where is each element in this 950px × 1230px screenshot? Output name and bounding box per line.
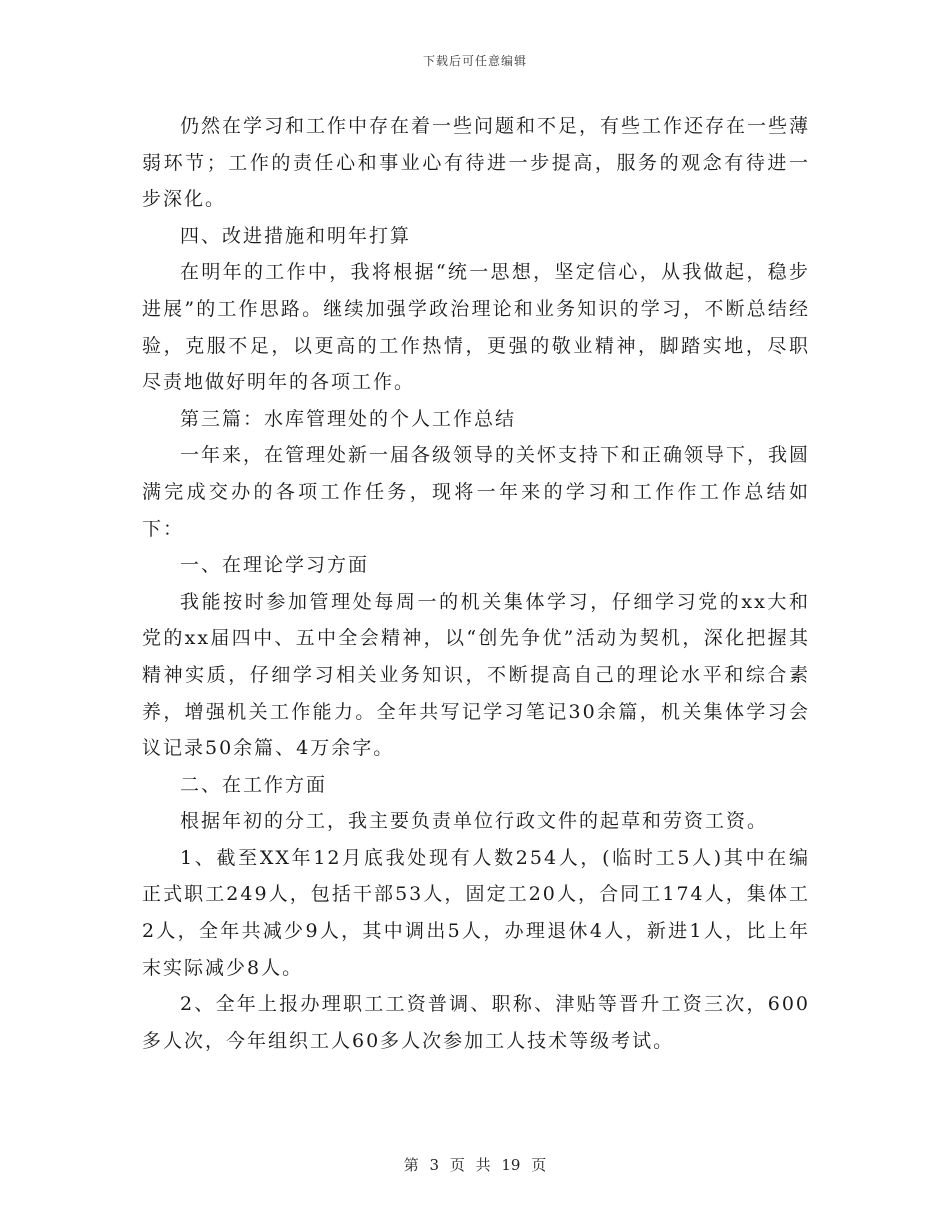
section-heading: 四、改进措施和明年打算 bbox=[180, 224, 412, 247]
paragraph: 一年来，在管理处新一届各级领导的关怀支持下和正确领导下，我圆满完成交办的各项工作任务，现将一年来的学习和工作作工作总结如下： bbox=[142, 444, 811, 540]
page-header-note: 下载后可任意编辑 bbox=[422, 54, 527, 68]
section-heading: 二、在工作方面 bbox=[180, 773, 328, 796]
section-heading: 第三篇：水库管理处的个人工作总结 bbox=[180, 407, 517, 430]
document-body bbox=[142, 108, 810, 1059]
paragraph: 1、截至XX年12月底我处现有人数254人，(临时工5人)其中在编正式职工249人，包括干部53人，固定工20人，合同工174人，集体工2人，全年共减少9人，其中调出5人，办理退休4人，新进1人，比上年末实际减少8人。 bbox=[142, 846, 810, 979]
paragraph: 根据年初的分工，我主要负责单位行政文件的起草和劳资工资。 bbox=[180, 810, 769, 833]
paragraph: 2、全年上报办理职工工资普调、职称、津贴等晋升工资三次，600多人次，今年组织工人60多人次参加工人技术等级考试。 bbox=[142, 993, 810, 1052]
paragraph: 在明年的工作中，我将根据“统一思想，坚定信心，从我做起，稳步进展”的工作思路。继续加强学政治理论和业务知识的学习，不断总结经验，克服不足，以更高的工作热情，更强的敬业精神，脚踏实地，尽职尽责地做好明年的各项工作。 bbox=[142, 261, 810, 394]
paragraph: 仍然在学习和工作中存在着一些问题和不足，有些工作还存在一些薄弱环节；工作的责任心和事业心有待进一步提高，服务的观念有待进一步深化。 bbox=[142, 115, 811, 211]
section-heading: 一、在理论学习方面 bbox=[180, 554, 370, 577]
paragraph: 我能按时参加管理处每周一的机关集体学习，仔细学习党的xx大和党的xx届四中、五中全会精神，以“创先争优”活动为契机，深化把握其精神实质，仔细学习相关业务知识，不断提高自己的理论水平和综合素养，增强机关工作能力。全年共写记学习笔记30余篇，机关集体学习会议记录50余篇、4万余字。 bbox=[142, 590, 810, 760]
page-number: 第 3 页 共 19 页 bbox=[403, 1156, 547, 1174]
